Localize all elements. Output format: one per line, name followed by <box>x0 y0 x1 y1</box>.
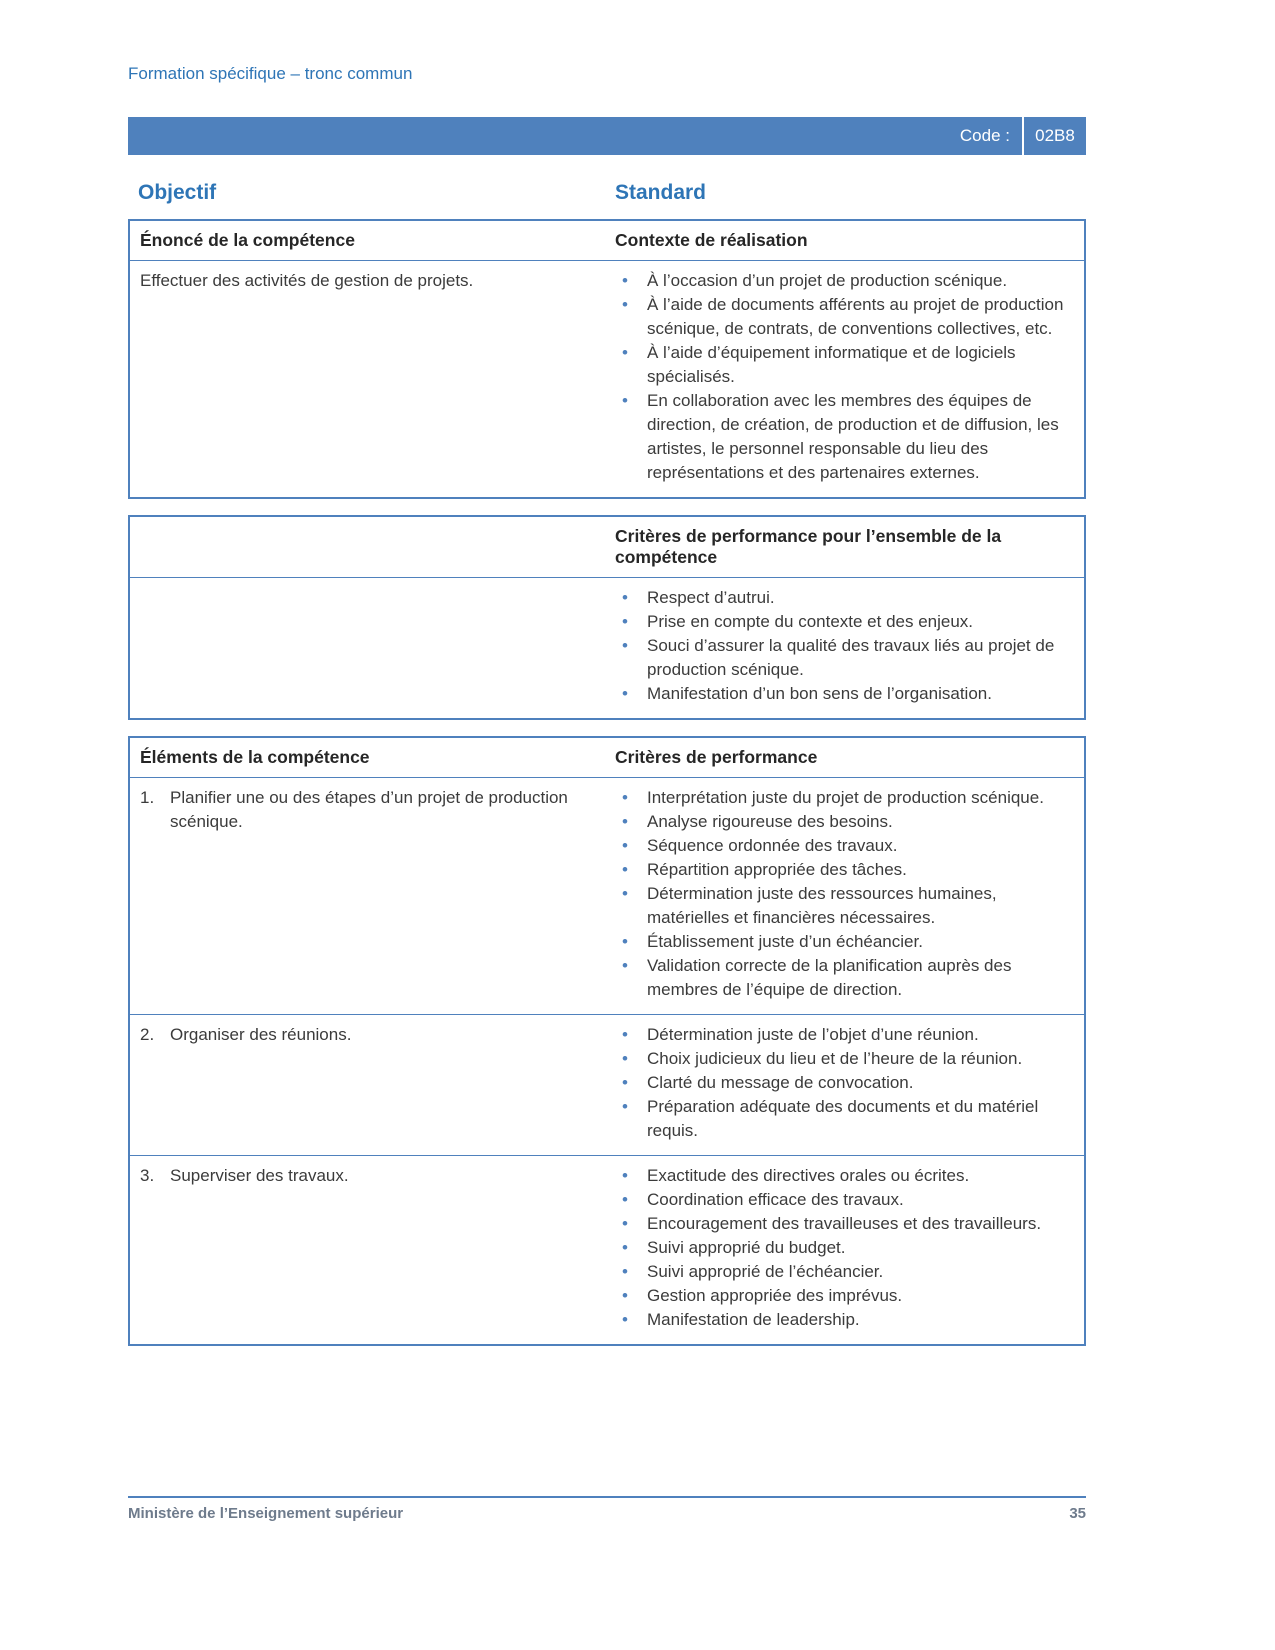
bullet-text: Répartition appropriée des tâches. <box>647 860 907 879</box>
criteres-ensemble-table <box>128 515 1086 720</box>
list-item <box>615 1188 1074 1212</box>
bullet-icon: • <box>622 1073 628 1092</box>
list-item <box>615 1308 1074 1332</box>
objectif-heading: Objectif <box>138 181 217 204</box>
bullet-text: Séquence ordonnée des travaux. <box>647 836 898 855</box>
contexte-header: Contexte de réalisation <box>615 230 808 250</box>
list-item <box>615 1260 1074 1284</box>
bullet-icon: • <box>622 812 628 831</box>
page-number: 35 <box>1069 1505 1086 1522</box>
bullet-text: Suivi approprié de l’échéancier. <box>647 1262 884 1281</box>
list-item <box>615 954 1074 1002</box>
bullet-text: Prise en compte du contexte et des enjeux. <box>647 612 974 631</box>
element-number: 3. <box>140 1166 155 1185</box>
code-bar <box>128 117 1086 155</box>
bullet-icon: • <box>622 1214 628 1233</box>
list-item <box>615 1212 1074 1236</box>
bullet-text: Clarté du message de convocation. <box>647 1073 914 1092</box>
enonce-header: Énoncé de la compétence <box>140 230 355 250</box>
bullet-icon: • <box>622 588 628 607</box>
bullet-icon: • <box>622 932 628 951</box>
criteres-bullet-list <box>615 786 1074 1002</box>
bullet-text: À l’aide d’équipement informatique et de logiciels spécialisés. <box>647 343 1016 386</box>
list-item <box>615 586 1074 610</box>
bullet-icon: • <box>622 684 628 703</box>
empty-cell <box>130 578 600 718</box>
list-item <box>615 269 1074 293</box>
criteres-bullet-list <box>615 1164 1074 1332</box>
competence-statement: Effectuer des activités de gestion de projets. <box>140 271 474 290</box>
table-header-row <box>130 738 1084 777</box>
bullet-text: À l’occasion d’un projet de production scénique. <box>647 271 1008 290</box>
table-row <box>130 577 1084 718</box>
bullet-icon: • <box>622 612 628 631</box>
list-item <box>615 786 1074 810</box>
bullet-icon: • <box>622 1286 628 1305</box>
bullet-text: Coordination efficace des travaux. <box>647 1190 904 1209</box>
list-item <box>615 389 1074 485</box>
bullet-text: Encouragement des travailleuses et des travailleurs. <box>647 1214 1042 1233</box>
competence-table <box>128 219 1086 499</box>
bullet-icon: • <box>622 1166 628 1185</box>
list-item <box>615 1095 1074 1143</box>
bullet-text: Gestion appropriée des imprévus. <box>647 1286 903 1305</box>
bullet-text: En collaboration avec les membres des équipes de direction, de création, de production et de diffusion, les artistes, le personnel responsable du lieu des représentations et des partenaires externes. <box>647 391 1059 482</box>
bullet-icon: • <box>622 788 628 807</box>
list-item <box>615 1284 1074 1308</box>
bullet-text: Respect d’autrui. <box>647 588 775 607</box>
list-item <box>615 634 1074 682</box>
criteres-header: Critères de performance <box>615 747 818 767</box>
bullet-icon: • <box>622 1097 628 1116</box>
table-header-row <box>130 517 1084 577</box>
element-text: Superviser des travaux. <box>170 1166 349 1185</box>
bullet-icon: • <box>622 1190 628 1209</box>
list-item <box>615 1023 1074 1047</box>
table-row <box>130 260 1084 497</box>
bullet-icon: • <box>622 836 628 855</box>
list-item <box>615 341 1074 389</box>
bullet-text: Analyse rigoureuse des besoins. <box>647 812 893 831</box>
element-item <box>140 786 588 834</box>
list-item <box>615 293 1074 341</box>
contexte-bullet-list <box>615 269 1074 485</box>
bullet-text: Exactitude des directives orales ou écrites. <box>647 1166 970 1185</box>
bullet-icon: • <box>622 1310 628 1329</box>
bullet-icon: • <box>622 343 628 362</box>
bullet-icon: • <box>622 1238 628 1257</box>
criteres-bullet-list <box>615 1023 1074 1143</box>
table-header-row <box>130 221 1084 260</box>
bullet-text: Établissement juste d’un échéancier. <box>647 932 923 951</box>
bullet-text: Détermination juste de l’objet d’une réunion. <box>647 1025 979 1044</box>
list-item <box>615 834 1074 858</box>
elements-table <box>128 736 1086 1346</box>
bullet-icon: • <box>622 295 628 314</box>
bullet-text: Préparation adéquate des documents et du matériel requis. <box>647 1097 1039 1140</box>
element-text: Organiser des réunions. <box>170 1025 352 1044</box>
list-item <box>615 810 1074 834</box>
bullet-text: Suivi approprié du budget. <box>647 1238 846 1257</box>
bullet-text: Souci d’assurer la qualité des travaux liés au projet de production scénique. <box>647 636 1055 679</box>
page-footer <box>128 1496 1086 1522</box>
bullet-text: Choix judicieux du lieu et de l’heure de la réunion. <box>647 1049 1023 1068</box>
element-number: 1. <box>140 788 155 807</box>
bullet-icon: • <box>622 884 628 903</box>
list-item <box>615 1236 1074 1260</box>
list-item <box>615 1164 1074 1188</box>
bullet-text: Validation correcte de la planification auprès des membres de l’équipe de direction. <box>647 956 1012 999</box>
code-value: 02B8 <box>1035 126 1075 145</box>
list-item <box>615 1071 1074 1095</box>
breadcrumb: Formation spécifique – tronc commun <box>128 64 413 83</box>
element-number: 2. <box>140 1025 155 1044</box>
list-item <box>615 858 1074 882</box>
standard-heading: Standard <box>615 181 707 204</box>
elements-header: Éléments de la compétence <box>140 747 370 767</box>
code-label: Code : <box>959 126 1010 145</box>
bullet-icon: • <box>622 1262 628 1281</box>
list-item <box>615 1047 1074 1071</box>
bullet-text: À l’aide de documents afférents au projet de production scénique, de contrats, de conventions collectives, etc. <box>647 295 1064 338</box>
bullet-text: Interprétation juste du projet de production scénique. <box>647 788 1044 807</box>
empty-cell <box>130 517 600 577</box>
list-item <box>615 882 1074 930</box>
bullet-icon: • <box>622 391 628 410</box>
table-row <box>130 1014 1084 1155</box>
bullet-icon: • <box>622 271 628 290</box>
table-row <box>130 777 1084 1014</box>
bullet-icon: • <box>622 956 628 975</box>
list-item <box>615 682 1074 706</box>
bullet-icon: • <box>622 1049 628 1068</box>
bullet-icon: • <box>622 1025 628 1044</box>
element-item <box>140 1023 588 1047</box>
column-headings <box>128 181 1086 205</box>
footer-title: Ministère de l’Enseignement supérieur <box>128 1505 404 1522</box>
table-row <box>130 1155 1084 1344</box>
criteres-ensemble-bullet-list <box>615 586 1074 706</box>
list-item <box>615 930 1074 954</box>
list-item <box>615 610 1074 634</box>
element-item <box>140 1164 588 1188</box>
bullet-text: Manifestation d’un bon sens de l’organisation. <box>647 684 992 703</box>
element-text: Planifier une ou des étapes d’un projet de production scénique. <box>170 788 568 831</box>
bullet-icon: • <box>622 636 628 655</box>
bullet-text: Manifestation de leadership. <box>647 1310 860 1329</box>
bullet-text: Détermination juste des ressources humaines, matérielles et financières nécessaires. <box>647 884 997 927</box>
criteres-ensemble-header: Critères de performance pour l’ensemble de la compétence <box>615 526 1002 567</box>
bullet-icon: • <box>622 860 628 879</box>
